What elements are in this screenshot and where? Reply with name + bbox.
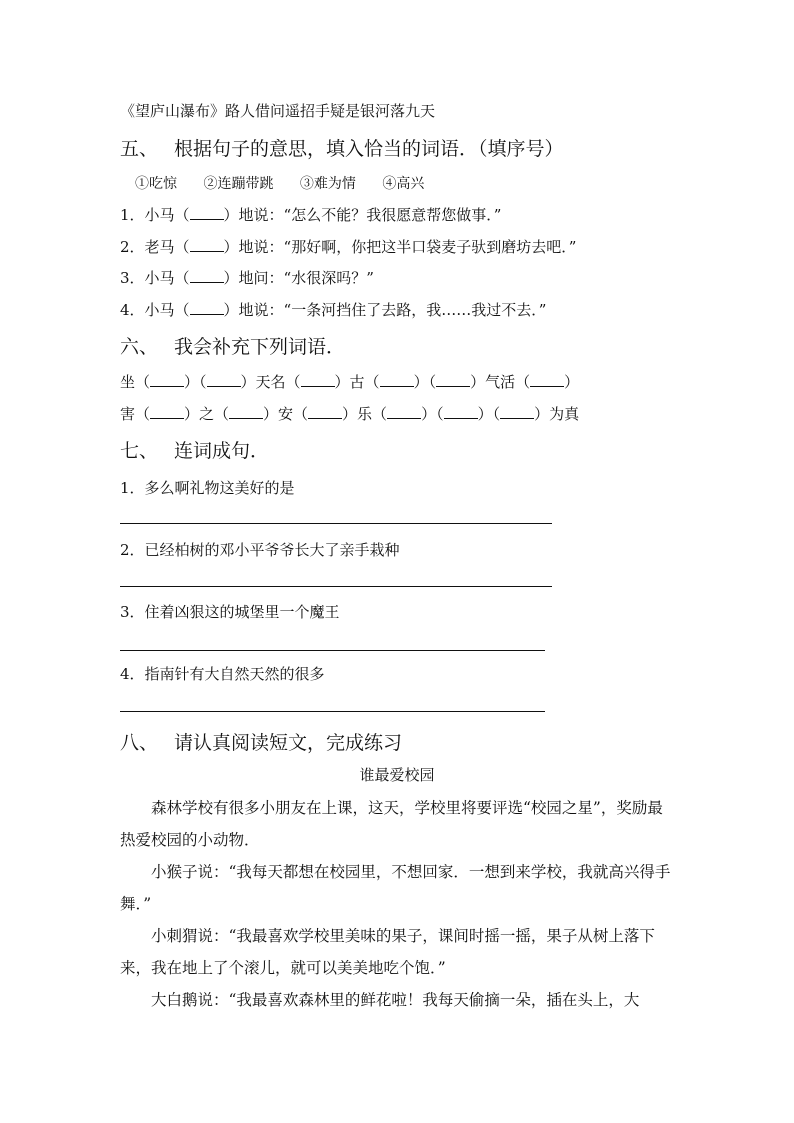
idiom-text: ） xyxy=(564,373,580,391)
section6-title: 我会补充下列词语． xyxy=(174,336,346,358)
answer-blank[interactable] xyxy=(150,404,184,419)
section5-item-4 xyxy=(120,300,546,320)
answer-blank[interactable] xyxy=(301,372,335,387)
section5-item-2 xyxy=(120,237,576,257)
item-text: ）地说：“一条河挡住了去路，我……我过不去．” xyxy=(223,301,547,319)
poem-line: 《望庐山瀑布》路人借问遥招手疑是银河落九天 xyxy=(120,102,436,120)
answer-blank[interactable] xyxy=(190,300,224,315)
answer-line[interactable] xyxy=(120,650,545,651)
item-prefix: 1．小马（ xyxy=(120,206,190,224)
answer-blank[interactable] xyxy=(436,372,470,387)
idiom-text: 坐（ xyxy=(120,373,151,391)
section6-row-2 xyxy=(120,404,579,424)
idiom-text: 害（ xyxy=(120,405,151,423)
item-prefix: 4．小马（ xyxy=(120,301,190,319)
section5-item-3 xyxy=(120,268,374,288)
paragraph: 小刺猬说：“我最喜欢学校里美味的果子，课间时摇一摇，果子从树上落下来，我在地上了个滚儿，就可以美美地吃个饱．” xyxy=(120,927,655,977)
section7-item-2: 2．已经柏树的邓小平爷爷长大了亲手栽种 xyxy=(120,541,400,559)
answer-blank[interactable] xyxy=(229,404,263,419)
idiom-text: ）（ xyxy=(413,373,437,391)
section6-row-1 xyxy=(120,372,579,392)
answer-blank[interactable] xyxy=(190,205,224,220)
section7-item-3: 3．住着凶狠这的城堡里一个魔王 xyxy=(120,603,340,621)
idiom-text: ）为真 xyxy=(534,405,580,423)
item-prefix: 3．小马（ xyxy=(120,269,190,287)
section6-number: 六、 xyxy=(120,336,159,358)
section7-item-1: 1．多么啊礼物这美好的是 xyxy=(120,479,295,497)
passage-body xyxy=(120,792,672,1016)
answer-blank[interactable] xyxy=(500,404,534,419)
item-text: ）地问：“水很深吗？” xyxy=(223,269,374,287)
item-text: ）地说：“那好啊，你把这半口袋麦子驮到磨坊去吧．” xyxy=(223,238,577,256)
section7-number: 七、 xyxy=(120,440,159,462)
idiom-text: ）安（ xyxy=(263,405,309,423)
idiom-text: ）（ xyxy=(421,405,444,423)
item-prefix: 2．老马（ xyxy=(120,238,190,256)
answer-blank[interactable] xyxy=(190,237,224,252)
section8-title: 请认真阅读短文，完成练习 xyxy=(174,732,403,754)
answer-line[interactable] xyxy=(120,523,552,524)
passage-title: 谁最爱校园 xyxy=(359,766,435,784)
section7-item-4: 4．指南针有大自然天然的很多 xyxy=(120,665,325,683)
section5-options xyxy=(135,174,446,194)
answer-line[interactable] xyxy=(120,711,545,712)
idiom-text: ）（ xyxy=(184,373,207,391)
option-3: ③难为情 xyxy=(299,176,356,192)
answer-blank[interactable] xyxy=(308,404,342,419)
section7-heading xyxy=(120,438,269,464)
section8-heading xyxy=(120,730,402,756)
idiom-text: ）（ xyxy=(477,405,501,423)
paragraph: 小猴子说：“我每天都想在校园里，不想回家．一想到来学校，我就高兴得手舞．” xyxy=(120,863,671,913)
answer-blank[interactable] xyxy=(380,372,414,387)
idiom-text: ）气活（ xyxy=(470,373,531,391)
section5-item-1 xyxy=(120,205,501,225)
answer-blank[interactable] xyxy=(207,372,241,387)
section5-number: 五、 xyxy=(120,138,159,160)
answer-blank[interactable] xyxy=(530,372,564,387)
answer-blank[interactable] xyxy=(387,404,421,419)
option-1: ①吃惊 xyxy=(135,176,177,192)
answer-blank[interactable] xyxy=(444,404,478,419)
section8-number: 八、 xyxy=(120,732,159,754)
idiom-text: ）之（ xyxy=(184,405,230,423)
paragraph: 大白鹅说：“我最喜欢森林里的鲜花啦！我每天偷摘一朵，插在头上，大 xyxy=(151,991,640,1009)
section7-title: 连词成句． xyxy=(174,440,270,462)
idiom-text: ）天名（ xyxy=(240,373,301,391)
option-4: ④高兴 xyxy=(382,176,425,192)
idiom-text: ）乐（ xyxy=(342,405,388,423)
answer-line[interactable] xyxy=(120,586,552,587)
option-2: ②连蹦带跳 xyxy=(203,176,274,192)
idiom-text: ）古（ xyxy=(334,373,380,391)
item-text: ）地说：“怎么不能？我很愿意帮您做事．” xyxy=(223,206,502,224)
paragraph: 森林学校有很多小朋友在上课，这天，学校里将要评选“校园之星”，奖励最热爱校园的小动物． xyxy=(120,799,663,849)
section6-heading xyxy=(120,334,345,360)
section5-heading xyxy=(120,136,564,162)
answer-blank[interactable] xyxy=(150,372,184,387)
section5-title: 根据句子的意思，填入恰当的词语．（填序号） xyxy=(174,138,564,160)
answer-blank[interactable] xyxy=(190,268,224,283)
